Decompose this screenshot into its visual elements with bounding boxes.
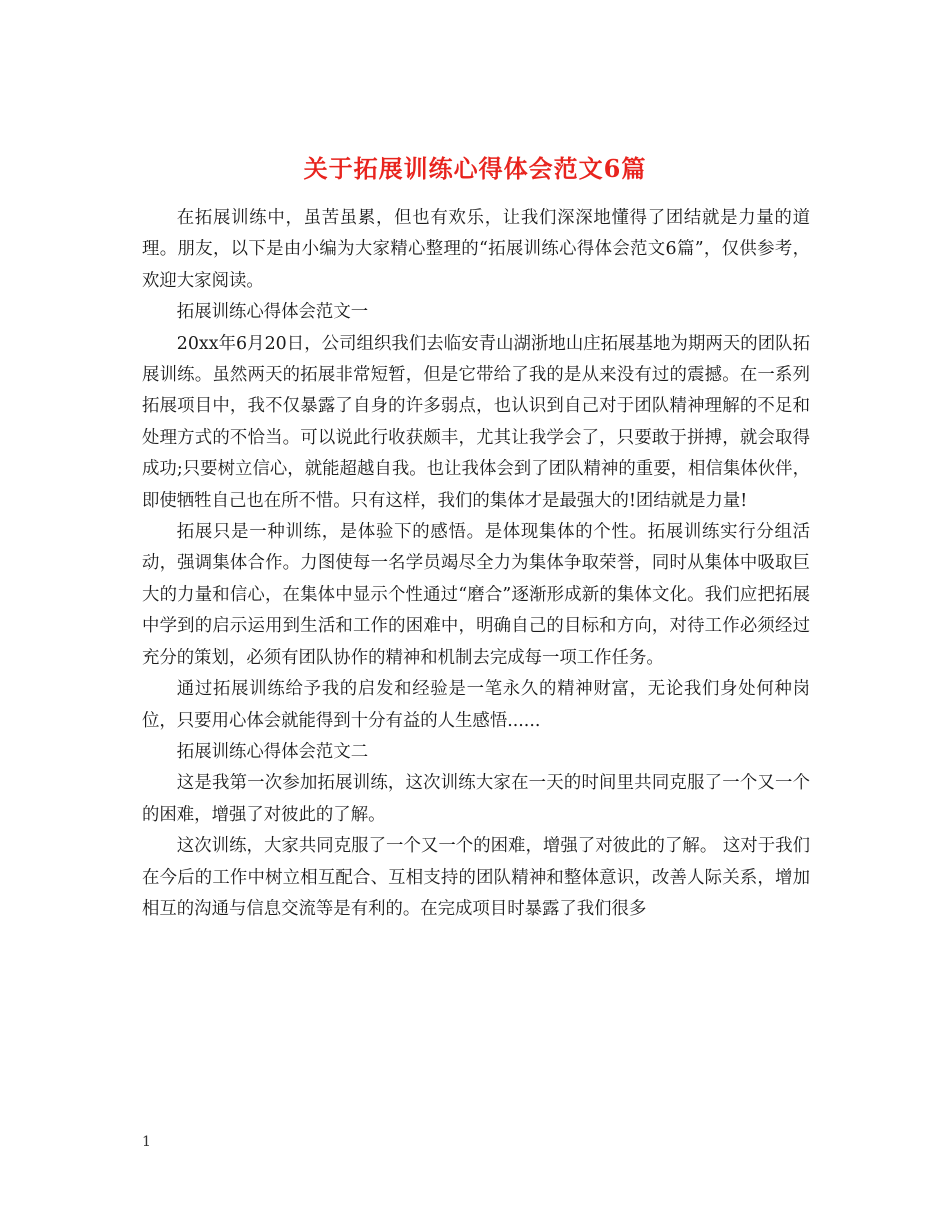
paragraph-4: 这是我第一次参加拓展训练，这次训练大家在一天的时间里共同克服了一个又一个的困难，增强了对彼此的了解。 — [142, 773, 810, 825]
intro-paragraph: 在拓展训练中，虽苦虽累，但也有欢乐，让我们深深地懂得了团结就是力量的道理。朋友，以下是由小编为大家精心整理的“拓展训练心得体会范文6篇”，仅供参考，欢迎大家阅读。 — [142, 208, 810, 291]
document-title: 关于拓展训练心得体会范文6篇 — [303, 154, 647, 184]
paragraph-2: 拓展只是一种训练，是体验下的感悟。是体现集体的个性。拓展训练实行分组活动，强调集体合作。力图使每一名学员竭尽全力为集体争取荣誉，同时从集体中吸取巨大的力量和信心，在集体中显示个性通过“磨合”逐渐形成新的集体文化。我们应把拓展中学到的启示运用到生活和工作的困难中，明确自己的目标和方向，对待工作必须经过充分的策划，必须有团队协作的精神和机制去完成每一项工作任务。 — [142, 522, 810, 668]
paragraph-5: 这次训练，大家共同克服了一个又一个的困难，增强了对彼此的了解。 这对于我们在今后的工作中树立相互配合、互相支持的团队精神和整体意识，改善人际关系，增加相互的沟通与信息交流等是有利的。在完成项目时暴露了我们很多 — [142, 836, 810, 919]
paragraph-3: 通过拓展训练给予我的启发和经验是一笔永久的精神财富，无论我们身处何种岗位，只要用心体会就能得到十分有益的人生感悟...... — [142, 679, 810, 731]
paragraph-1: 20xx年6月20日，公司组织我们去临安青山湖浙地山庄拓展基地为期两天的团队拓展训练。虽然两天的拓展非常短暂，但是它带给了我的是从来没有过的震撼。在一系列拓展项目中，我不仅暴露了自身的许多弱点，也认识到自己对于团队精神理解的不足和处理方式的不恰当。可以说此行收获颇丰，尤其让我学会了，只要敢于拼搏，就会取得成功;只要树立信心，就能超越自我。也让我体会到了团队精神的重要，相信集体伙伴，即使牺牲自己也在所不惜。只有这样，我们的集体才是最强大的!团结就是力量! — [142, 333, 810, 511]
section-heading-1: 拓展训练心得体会范文一 — [176, 302, 369, 323]
page-number: 1 — [142, 1134, 151, 1150]
section-heading-2: 拓展训练心得体会范文二 — [176, 741, 369, 762]
document-body — [142, 203, 810, 925]
